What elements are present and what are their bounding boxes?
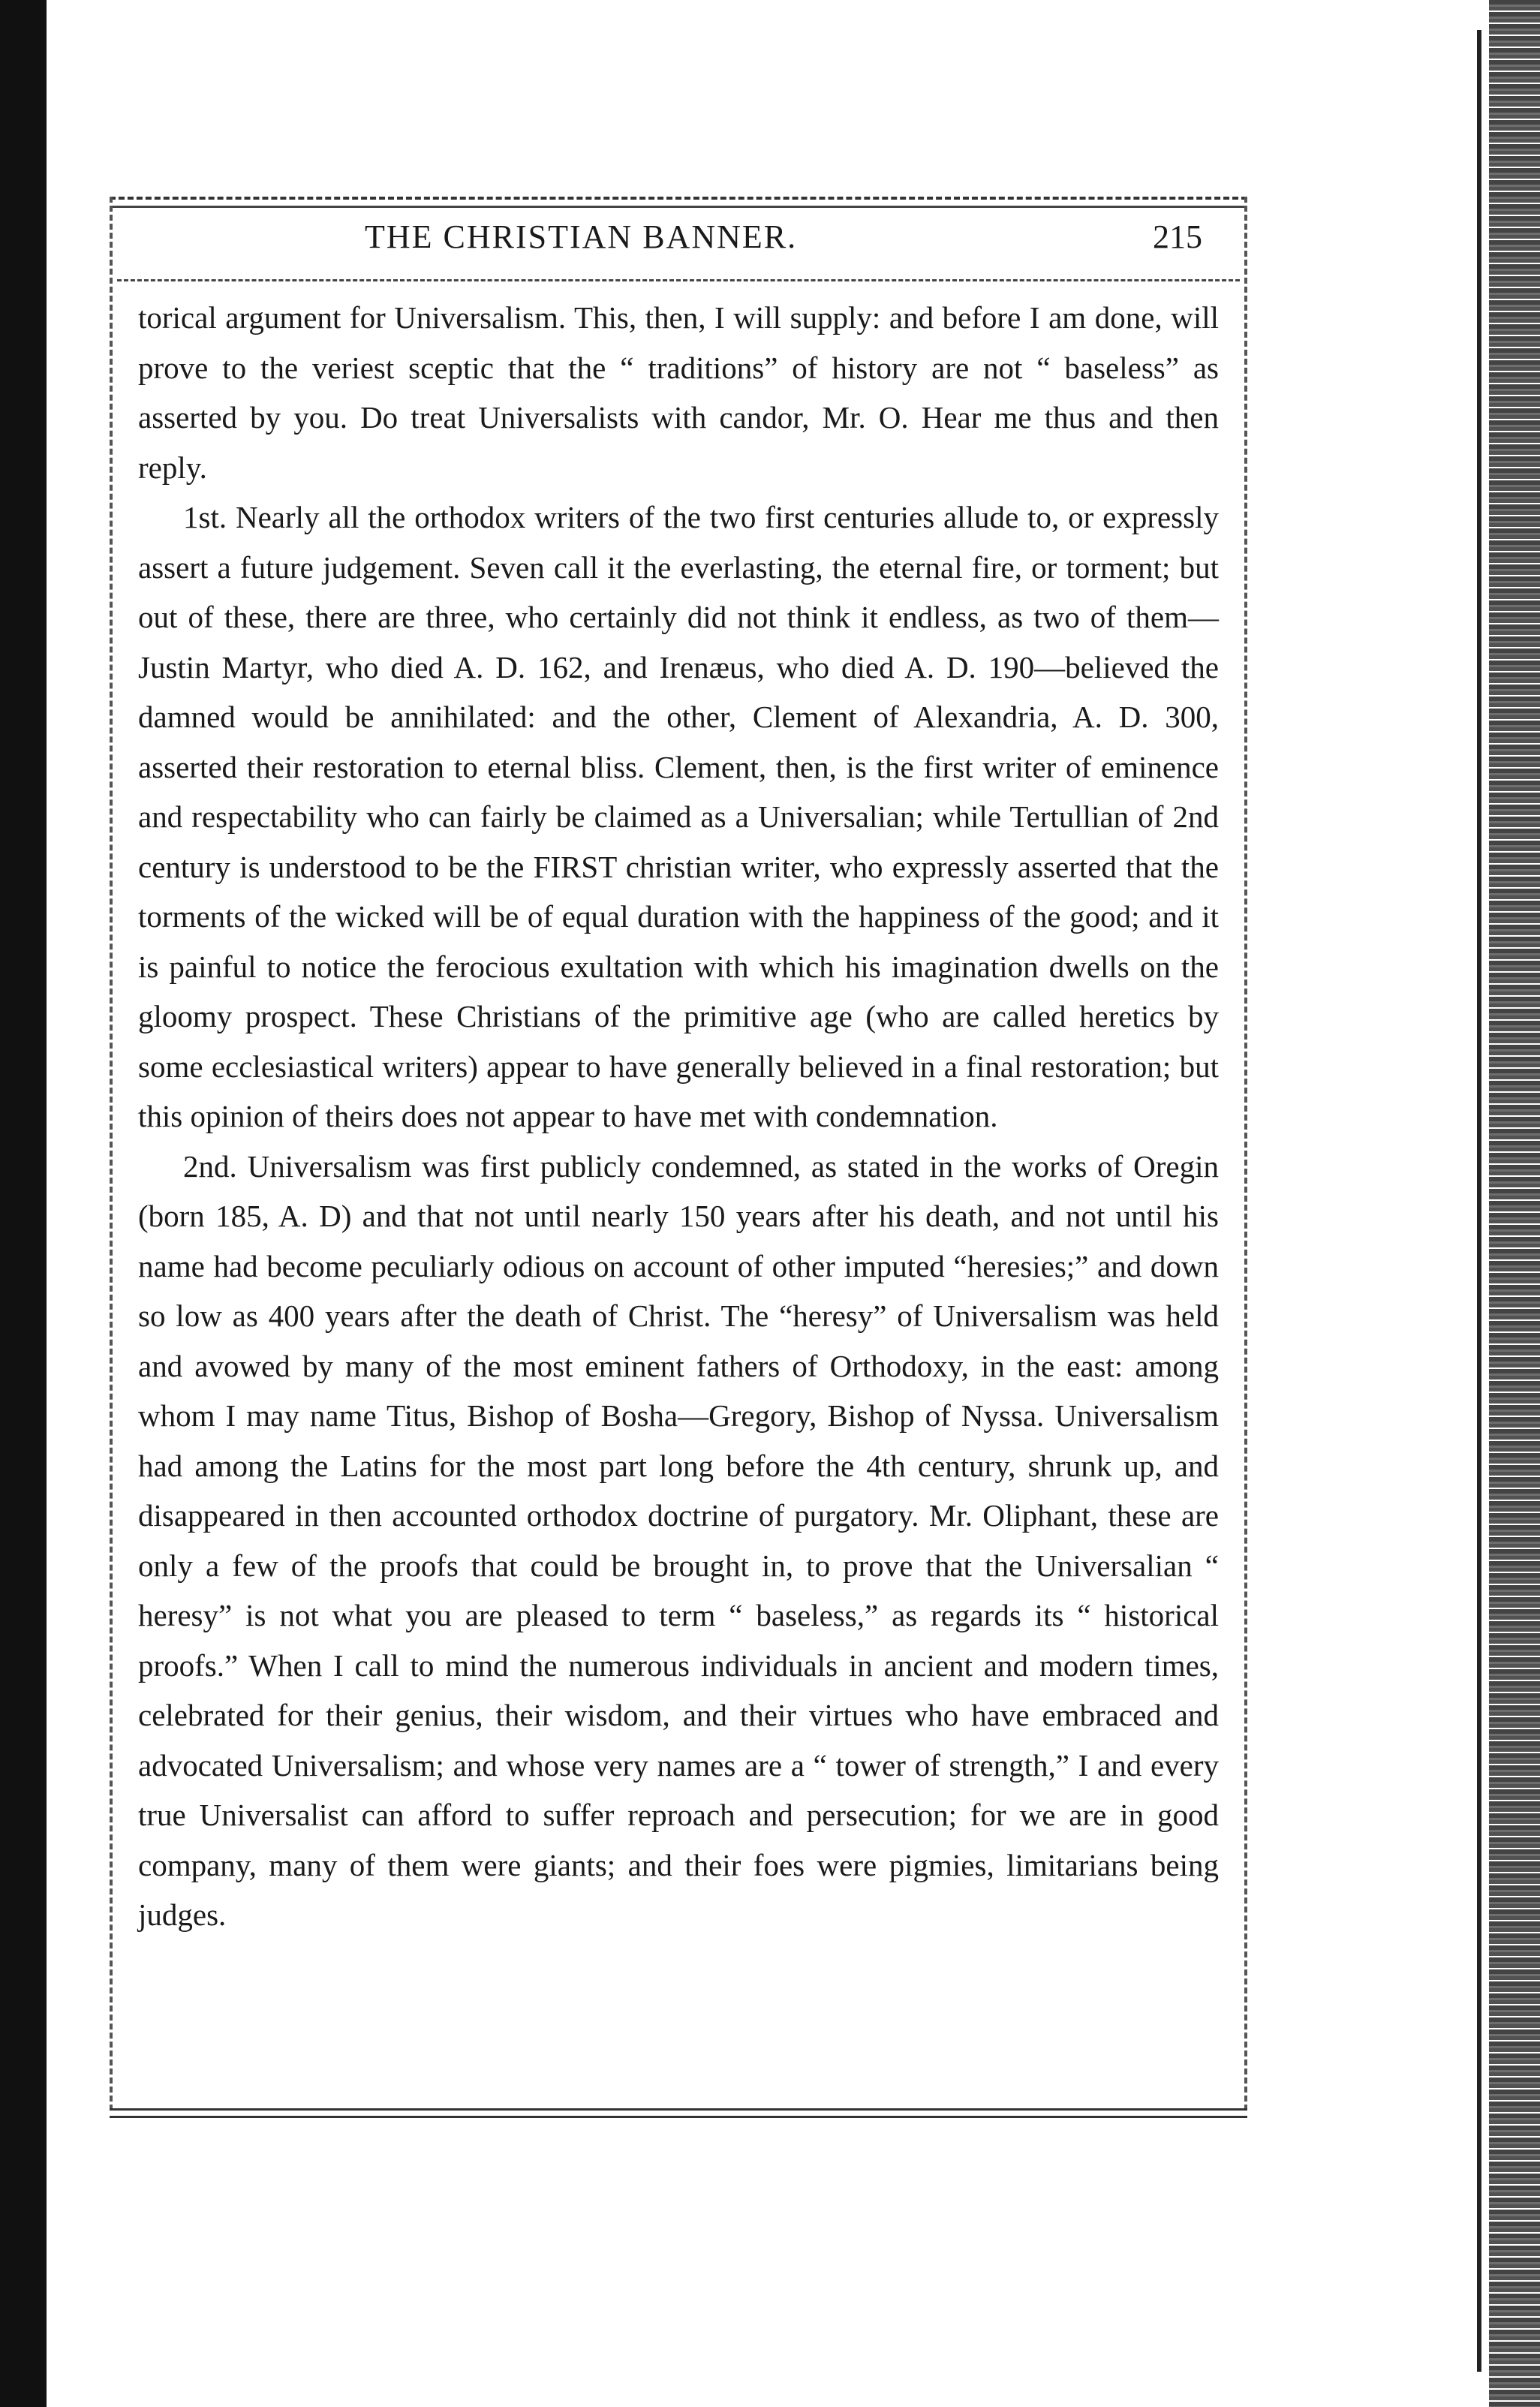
header-rule [117,279,1240,281]
scan-right-edge [1489,0,1540,2407]
paragraph-second-point: 2nd. Universalism was first publicly condemned, as stated in the works of Oregin (born 185, A. D) and that not until nearly 150 years after his death, and not until his name had become peculiarly odious on account of other imputed “heresies;” and down so low as 400 years after the death of Christ. The “heresy” of Universalism was held and avowed by many of the most eminent fathers of Orthodoxy, in the east: among whom I may name Titus, Bishop of Bosha—Gregory, Bishop of Nyssa. Universalism had among the Latins for the most part long before the 4th century, shrunk up, and disappeared in then accounted orthodox doctrine of purgatory. Mr. Oliphant, these are only a few of the proofs that could be brought in, to prove that the Universalian “ heresy” is not what you are pleased to term “ baseless,” as regards its “ historical proofs.” When I call to mind the numerous individuals in ancient and modern times, celebrated for their genius, their wisdom, and their virtues who have embraced and advocated Universalism; and whose very names are a “ tower of strength,” I and every true Universalist can afford to suffer reproach and persecution; for we are in good company, many of them were giants; and their foes were pigmies, limitarians being judges. [138,1148,1219,1932]
page-frame [110,197,1247,2156]
paragraph-first-point: 1st. Nearly all the orthodox writers of the two first centuries allude to, or expressly assert a future judgement. Seven call it the everlasting, the eternal fire, or torment; but out of these, there are three, who certainly did not think it endless, as two of them—Justin Martyr, who died A. D. 162, and Irenæus, who died A. D. 190—believed the damned would be annihilated: and the other, Clement of Alexandria, A. D. 300, asserted their restoration to eternal bliss. Clement, then, is the first writer of eminence and respectability who can fairly be claimed as a Universalian; while Tertullian of 2nd century is understood to be the FIRST christian writer, who expressly asserted that the torments of the wicked will be of equal duration with the happiness of the good; and it is painful to notice the ferocious exultation with which his imagination dwells on the gloomy prospect. These Christians of the primitive age (who are called heretics by some ecclesiastical writers) appear to have generally believed in a final restoration; but this opinion of theirs does not appear to have met with condemnation. [138,500,1219,1133]
paragraph-continuation: torical argument for Universalism. This, then, I will supply: and before I am done, will prove to the veriest sceptic that the “ traditions” of history are not “ baseless” as asserted by you. Do treat Universalists with candor, Mr. O. Hear me thus and then reply. [138,300,1219,485]
scan-right-rule [1477,30,1481,2372]
frame-left-rule [110,197,113,2111]
running-title: THE CHRISTIAN BANNER. [365,218,798,255]
frame-right-rule [1244,197,1247,2111]
scan-left-edge [0,0,47,2407]
frame-top-inner-rule [110,206,1247,208]
frame-bottom-rule-2 [110,2116,1247,2118]
running-head [110,218,1247,270]
frame-top-rule [110,197,1247,200]
article-body [138,293,1219,1940]
page-number: 215 [1153,218,1202,255]
frame-bottom-rule [110,2108,1247,2111]
